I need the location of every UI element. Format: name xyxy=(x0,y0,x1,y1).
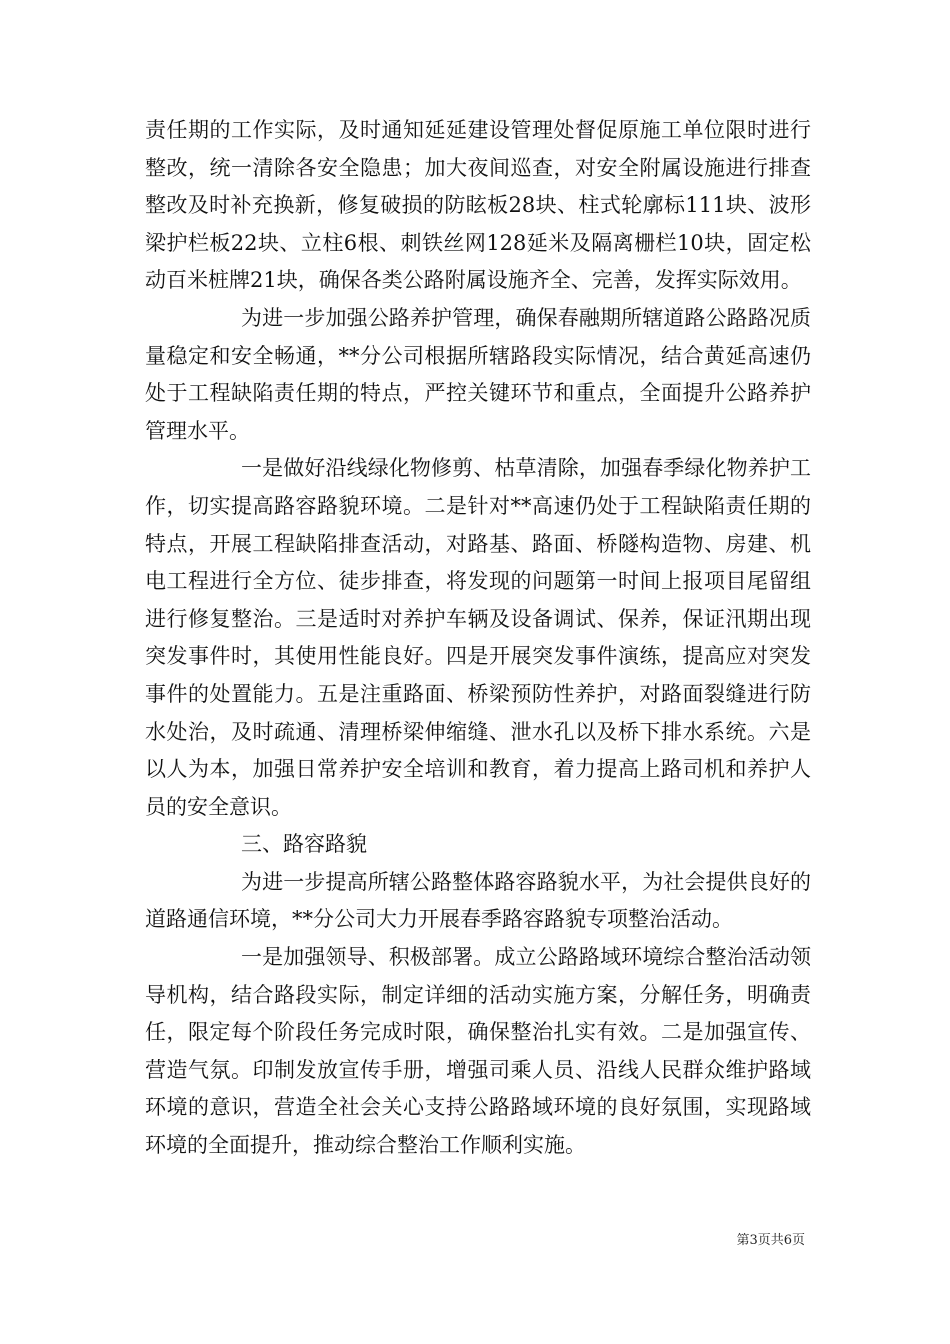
page-number: 第3页共6页 xyxy=(736,1233,805,1248)
document-body xyxy=(145,112,811,1165)
paragraph-road-appearance-intro: 为进一步提高所辖公路整体路容路貌水平，为社会提供良好的道路通信环境，**分公司大力开展春季路容路貌专项整治活动。 xyxy=(145,869,811,932)
paragraph-road-appearance-measures: 一是加强领导、积极部署。成立公路路域环境综合整治活动领导机构，结合路段实际，制定详细的活动实施方案，分解任务，明确责任，限定每个阶段任务完成时限，确保整治扎实有效。二是加强宣传、营造气氛。印制发放宣传手册，增强司乘人员、沿线人民群众维护路域环境的意识，营造全社会关心支持公路路域环境的良好氛围，实现路域环境的全面提升，推动综合整治工作顺利实施。 xyxy=(145,945,811,1158)
paragraph-maintenance-intro: 为进一步加强公路养护管理，确保春融期所辖道路公路路况质量稳定和安全畅通，**分公司根据所辖路段实际情况，结合黄延高速仍处于工程缺陷责任期的特点，严控关键环节和重点，全面提升公路养护管理水平。 xyxy=(145,305,811,443)
paragraph-maintenance-measures: 一是做好沿线绿化物修剪、枯草清除，加强春季绿化物养护工作，切实提高路容路貌环境。二是针对**高速仍处于工程缺陷责任期的特点，开展工程缺陷排查活动，对路基、路面、桥隧构造物、房建、机电工程进行全方位、徒步排查，将发现的问题第一时间上报项目尾留组进行修复整治。三是适时对养护车辆及设备调试、保养，保证汛期出现突发事件时，其使用性能良好。四是开展突发事件演练，提高应对突发事件的处置能力。五是注重路面、桥梁预防性养护，对路面裂缝进行防水处治，及时疏通、清理桥梁伸缩缝、泄水孔以及桥下排水系统。六是以人为本，加强日常养护安全培训和教育，着力提高上路司机和养护人员的安全意识。 xyxy=(145,456,811,819)
section-heading-road-appearance: 三、路容路貌 xyxy=(241,832,367,857)
paragraph-continuation: 责任期的工作实际，及时通知延延建设管理处督促原施工单位限时进行整改，统一清除各安全隐患；加大夜间巡查，对安全附属设施进行排查整改及时补充换新，修复破损的防眩板28块、柱式轮廓标111块、波形梁护栏板22块、立柱6根、刺铁丝网128延米及隔离栅栏10块，固定松动百米桩牌21块，确保各类公路附属设施齐全、完善，发挥实际效用。 xyxy=(145,118,811,293)
